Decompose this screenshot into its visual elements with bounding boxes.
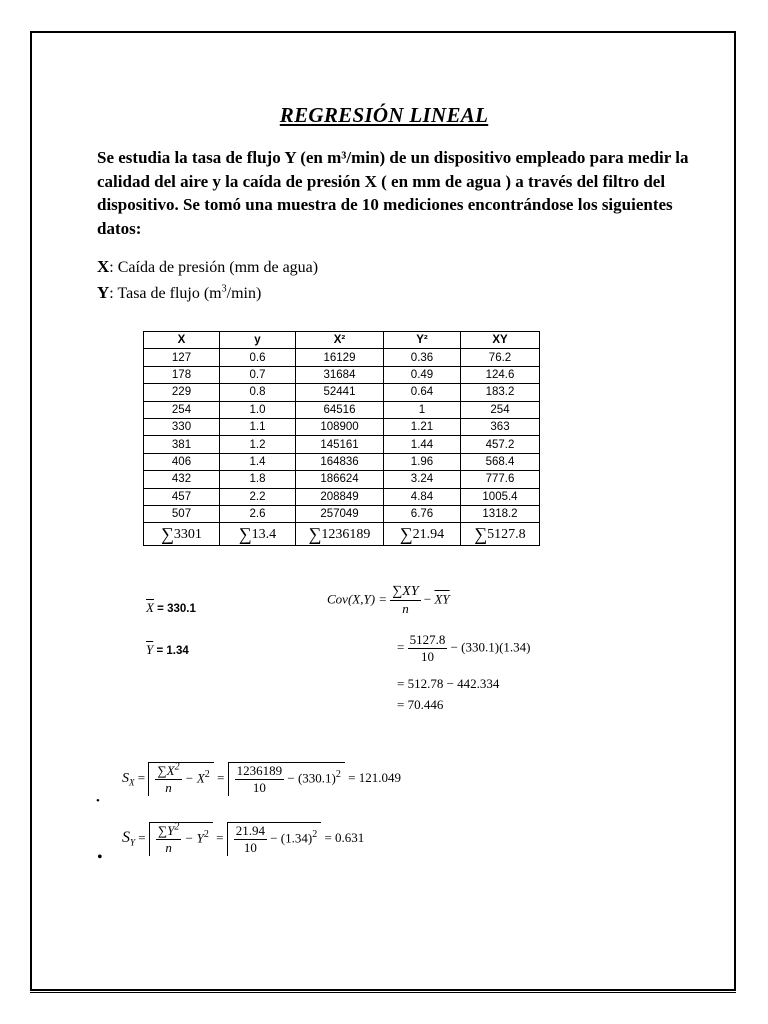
table-cell: 432 bbox=[144, 471, 220, 488]
table-cell: 0.64 bbox=[384, 384, 461, 401]
table-cell: 0.7 bbox=[220, 366, 296, 383]
sy-num-sup: 2 bbox=[174, 821, 180, 833]
cov-step-4: = 70.446 bbox=[397, 697, 444, 712]
table-header-cell: y bbox=[220, 332, 296, 349]
table-cell: 457.2 bbox=[461, 436, 540, 453]
sy-result: = 0.631 bbox=[324, 829, 365, 845]
data-table bbox=[143, 331, 540, 546]
table-row bbox=[144, 453, 540, 470]
sy-symbol: S bbox=[122, 828, 130, 846]
bullet-sx: • bbox=[96, 795, 100, 807]
table-cell: 31684 bbox=[296, 366, 384, 383]
table-cell: 777.6 bbox=[461, 471, 540, 488]
variable-definitions bbox=[97, 254, 318, 306]
table-cell: 3.24 bbox=[384, 471, 461, 488]
table-cell: 2.2 bbox=[220, 488, 296, 505]
table-sum-cell bbox=[144, 523, 220, 546]
sx-fraction-2 bbox=[235, 763, 285, 796]
table-header-cell: X² bbox=[296, 332, 384, 349]
y-description: : Tasa de flujo (m bbox=[109, 285, 222, 302]
table-cell: 257049 bbox=[296, 505, 384, 522]
table-sum-cell bbox=[461, 523, 540, 546]
table-cell: 124.6 bbox=[461, 366, 540, 383]
sy-minus-sup: 2 bbox=[203, 829, 209, 841]
table-cell: 568.4 bbox=[461, 453, 540, 470]
y-mean-symbol: $\overline{Y}$ bbox=[146, 642, 154, 657]
table-cell: 1.1 bbox=[220, 418, 296, 435]
sy-num bbox=[156, 823, 182, 840]
y-symbol: Y bbox=[97, 283, 110, 302]
sy-eq: = bbox=[138, 829, 146, 845]
table-row bbox=[144, 384, 540, 401]
table-cell: 76.2 bbox=[461, 349, 540, 366]
table-cell: 1318.2 bbox=[461, 505, 540, 522]
sigma-icon: ∑ bbox=[474, 523, 488, 544]
table-cell: 1.96 bbox=[384, 453, 461, 470]
cov-step2-num: 5127.8 bbox=[409, 632, 446, 647]
sx-eq2: = bbox=[217, 769, 225, 785]
table-cell: 164836 bbox=[296, 453, 384, 470]
sx-num2: 1236189 bbox=[236, 763, 283, 778]
sy-formula bbox=[122, 822, 364, 856]
table-cell: 1.21 bbox=[384, 418, 461, 435]
table-cell: 0.8 bbox=[220, 384, 296, 401]
y-mean bbox=[146, 642, 189, 658]
sx-formula bbox=[122, 762, 401, 796]
table-cell: 1 bbox=[384, 401, 461, 418]
table-row bbox=[144, 505, 540, 522]
cov-xybar: $\overline{XY}$ bbox=[434, 591, 450, 607]
sigma-icon: ∑ bbox=[238, 523, 252, 544]
sum-value: 3301 bbox=[173, 526, 202, 542]
sy-num2: 21.94 bbox=[235, 823, 265, 838]
table-cell: 1005.4 bbox=[461, 488, 540, 505]
sx-den2: 10 bbox=[252, 780, 266, 795]
table-cell: 254 bbox=[144, 401, 220, 418]
sum-value: 1236189 bbox=[321, 526, 371, 542]
bullet-sy: • bbox=[97, 849, 103, 866]
table-cell: 254 bbox=[461, 401, 540, 418]
cov-minus: − bbox=[423, 591, 432, 607]
sx-fraction bbox=[155, 763, 181, 796]
table-cell: 363 bbox=[461, 418, 540, 435]
cov-step2-rest: − (330.1)(1.34) bbox=[450, 639, 531, 655]
page-border-bottom bbox=[30, 992, 736, 993]
table-cell: 4.84 bbox=[384, 488, 461, 505]
table-header-cell: X bbox=[144, 332, 220, 349]
cov-step-3: = 512.78 − 442.334 bbox=[397, 676, 500, 691]
sx-symbol: S bbox=[122, 770, 129, 786]
cov-step2-eq: = bbox=[397, 639, 405, 655]
table-cell: 186624 bbox=[296, 471, 384, 488]
cov-step2-fraction bbox=[408, 632, 448, 665]
table-header-row bbox=[144, 332, 540, 349]
sy-rest2-sup: 2 bbox=[312, 829, 318, 841]
sigma-icon: ∑ bbox=[308, 523, 322, 544]
sx-minus-sup: 2 bbox=[204, 769, 210, 781]
table-cell: 381 bbox=[144, 436, 220, 453]
sy-radical-2 bbox=[227, 822, 322, 856]
table-cell: 330 bbox=[144, 418, 220, 435]
intro-paragraph: Se estudia la tasa de flujo Y (en m³/min) de un dispositivo empleado para medir la calidad del aire y la caída de presión X ( en mm de agua ) a través del filtro del dispositivo. Se tomó una muestra de 10 mediciones encontrándose los siguientes datos: bbox=[97, 148, 689, 238]
sy-radical bbox=[149, 822, 213, 856]
sx-den: n bbox=[165, 780, 172, 795]
sigma-icon: ∑ bbox=[161, 523, 174, 544]
sx-num-sup: 2 bbox=[174, 761, 180, 773]
table-cell: 1.44 bbox=[384, 436, 461, 453]
y-description-sup: 3 bbox=[221, 283, 227, 295]
sum-value: 21.94 bbox=[412, 526, 445, 542]
table-row bbox=[144, 366, 540, 383]
table-cell: 0.36 bbox=[384, 349, 461, 366]
sx-rest2: − (330.1) bbox=[287, 770, 336, 786]
sx-radical-2 bbox=[228, 762, 345, 796]
table-cell: 178 bbox=[144, 366, 220, 383]
sy-den2: 10 bbox=[243, 840, 257, 855]
table-cell: 183.2 bbox=[461, 384, 540, 401]
y-definition bbox=[97, 280, 318, 306]
table-cell: 108900 bbox=[296, 418, 384, 435]
table-cell: 0.49 bbox=[384, 366, 461, 383]
sy-eq2: = bbox=[216, 829, 224, 845]
x-mean-value: = 330.1 bbox=[157, 603, 196, 615]
sx-num-text: ∑X bbox=[157, 763, 175, 778]
sx-eq: = bbox=[137, 769, 146, 785]
table-cell: 16129 bbox=[296, 349, 384, 366]
sum-value: 5127.8 bbox=[487, 526, 526, 542]
sx-minus-term: − X bbox=[184, 770, 205, 786]
x-mean-symbol: $\overline{X}$ bbox=[146, 600, 154, 615]
cov-fraction bbox=[390, 584, 420, 617]
sy-minus-term: − Y bbox=[184, 830, 204, 846]
table-row bbox=[144, 436, 540, 453]
table-cell: 406 bbox=[144, 453, 220, 470]
table-cell: 1.0 bbox=[220, 401, 296, 418]
table-row bbox=[144, 488, 540, 505]
table-header-cell: XY bbox=[461, 332, 540, 349]
cov-lhs: Cov(X,Y) = bbox=[327, 591, 388, 607]
table-cell: 2.6 bbox=[220, 505, 296, 522]
x-mean bbox=[146, 600, 196, 616]
page-title: REGRESIÓN LINEAL bbox=[279, 103, 489, 127]
table-cell: 52441 bbox=[296, 384, 384, 401]
sum-value: 13.4 bbox=[251, 526, 277, 542]
table-cell: 457 bbox=[144, 488, 220, 505]
table-sum-cell bbox=[220, 523, 296, 546]
sx-radical bbox=[148, 762, 213, 796]
sigma-icon: ∑ bbox=[399, 523, 413, 544]
sy-fraction-2 bbox=[234, 823, 267, 856]
sx-rest2-sup: 2 bbox=[335, 769, 341, 781]
table-row bbox=[144, 418, 540, 435]
x-symbol: X bbox=[97, 257, 110, 276]
x-description: : Caída de presión (mm de agua) bbox=[109, 259, 319, 276]
cov-formula bbox=[327, 584, 450, 617]
table-sum-cell bbox=[384, 523, 461, 546]
cov-step2-den: 10 bbox=[420, 649, 434, 664]
sy-den: n bbox=[165, 840, 172, 855]
table-cell: 1.2 bbox=[220, 436, 296, 453]
sy-subscript: Y bbox=[130, 837, 136, 848]
sy-fraction bbox=[156, 823, 182, 856]
table-cell: 145161 bbox=[296, 436, 384, 453]
table-cell: 1.4 bbox=[220, 453, 296, 470]
table-cell: 64516 bbox=[296, 401, 384, 418]
sy-num-text: ∑Y bbox=[157, 823, 175, 838]
sx-result: = 121.049 bbox=[348, 769, 401, 785]
y-description-tail: /min) bbox=[226, 285, 262, 302]
table-cell: 229 bbox=[144, 384, 220, 401]
y-mean-value: = 1.34 bbox=[156, 645, 189, 657]
table-cell: 208849 bbox=[296, 488, 384, 505]
table-header-cell: Y² bbox=[384, 332, 461, 349]
table-sum-cell bbox=[296, 523, 384, 546]
table-sum-row bbox=[144, 523, 540, 546]
table-row bbox=[144, 401, 540, 418]
cov-denominator: n bbox=[402, 601, 409, 616]
sx-num bbox=[155, 763, 181, 780]
table-row bbox=[144, 349, 540, 366]
table-cell: 507 bbox=[144, 505, 220, 522]
table-row bbox=[144, 471, 540, 488]
table-cell: 1.8 bbox=[220, 471, 296, 488]
sy-rest2: − (1.34) bbox=[270, 830, 313, 846]
cov-step-2 bbox=[397, 632, 531, 665]
table-cell: 127 bbox=[144, 349, 220, 366]
x-definition bbox=[97, 254, 318, 280]
table-cell: 0.6 bbox=[220, 349, 296, 366]
sx-subscript: X bbox=[129, 777, 135, 788]
cov-numerator: ∑XY bbox=[392, 584, 419, 599]
table-cell: 6.76 bbox=[384, 505, 461, 522]
